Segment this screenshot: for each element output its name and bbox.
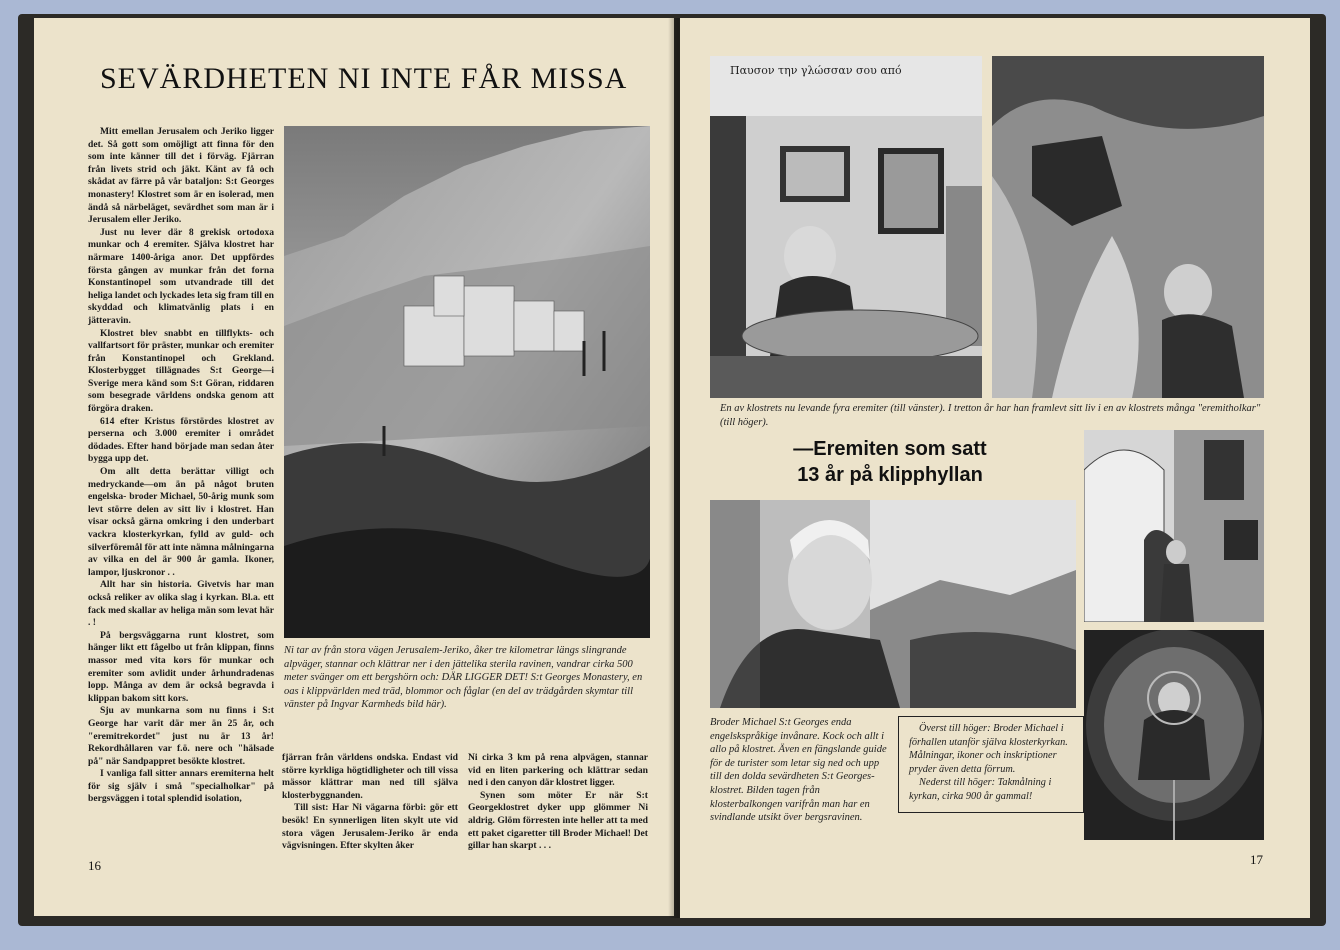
box-caption-top: Överst till höger: Broder Michael i förhallen utanför själva klosterkyrkan. Målningar, ikoner och inskriptioner pryder även detta förrum. — [909, 723, 1068, 775]
svg-text:Παυσον την γλώσσαν σου από: Παυσον την γλώσσαν σου από — [730, 64, 902, 77]
paragraph: fjärran från världens ondska. Endast vid större kyrkliga högtidligheter och till vissa mässor klättrar man ned till själva klosterbyggnanden. — [282, 752, 458, 801]
paragraph: I vanliga fall sitter annars eremiterna helt för sig själv i små "specialholkar" på bergsväggen i total splendid isolation, — [88, 768, 274, 805]
monastery-photo — [284, 126, 650, 638]
page-number: 17 — [1250, 852, 1263, 867]
hermit-cave-photo — [992, 56, 1264, 398]
left-page — [34, 18, 674, 916]
page-title: SEVÄRDHETEN NI INTE FÅR MISSA — [100, 62, 628, 95]
page-number: 16 — [88, 858, 101, 873]
paragraph: Just nu lever där 8 grekisk ortodoxa munkar och 4 eremiter. Själva klostret har närmare 1400-åriga anor. Det uppfördes första gången av munkar från det forna Konstantinopel som utvandrade till det heliga landet och lyckades leta sig fram till en skyddad och klimatvänlig plats i en jätteravin. — [88, 226, 275, 326]
headline-line-1: —Eremiten som satt — [793, 438, 987, 460]
photo-caption: Ni tar av från stora vägen Jerusalem-Jeriko, åker tre kilometrar längs slingrande alpväger, stannar och klättrar ner i den jättelika sterila ravinen, vandrar cirka 500 meter svänger om ett bergshörn och: DÄR LIGGER DET! S:t Georges Monastery, en oas i klippvärlden med träd, blommor och fåglar (en del av trädgården skymtar till vänster på Ingvar Karmheds bild här). — [284, 645, 643, 711]
brother-michael-photo — [710, 500, 1076, 708]
article-column-3 — [468, 752, 648, 853]
right-page — [680, 18, 1310, 918]
box-caption-bottom: Nederst till höger: Takmålning i kyrkan, cirka 900 år gammal! — [909, 777, 1052, 802]
article-column-2 — [282, 752, 458, 853]
boxed-caption — [898, 716, 1084, 813]
paragraph: Till sist: Har Ni vägarna förbi: gör ett besök! En synnerligen liten skylt ute vid stora vägen Jerusalem-Jeriko är enda vägvisningen. Efter skylten åker — [282, 802, 458, 852]
paragraph: Om allt detta berättar villigt och medryckande—om än på något bruten engelska- broder Michael, 50-årig munk som levt större delen av sitt liv i klostret. Han visar också gärna omkring i den underbart vackra klosterkyrkan, fylld av guld- och silverföremål för att inte nämna målningarna av vilka en del är 900 år gamla. Ikoner, lampor, ljuskronor . . — [88, 466, 274, 578]
paragraph: Ni cirka 3 km på rena alpvägen, stannar vid en liten parkering och klättrar sedan ned i den canyon där klostret ligger. — [468, 752, 648, 789]
paragraph: Sju av munkarna som nu finns i S:t George har varit där mer än 25 år, och "eremitrekordet" just nu är 13 år! Rekordhållaren var f.ö. nere och "hälsade på" när Sandpappret besökte klostret. — [88, 705, 274, 767]
paragraph: Mitt emellan Jerusalem och Jeriko ligger det. Så gott som omöjligt att finna för den som inte känner till det i förväg. Fjärran från livets strid och jäkt. Känt av få och skådat av färre på vår bataljon: S:t Georges monastery! Klostret som är en isolerad, men ändå så närbeläget, sevärdhet som man är i Jerusalem eller Jeriko. — [88, 126, 274, 226]
hermit-table-photo — [710, 56, 982, 398]
brother-michael-caption: Broder Michael S:t Georges enda engelskspråkige invånare. Kock och allt i allo på klostret. Även en fängslande guide för de turister som letar sig ned och upp till den dolda sevärdheten S:t Georges-klostret. Bilden tagen från klosterbalkongen varifrån man har en svindlande utsikt över bergsravinen. — [710, 717, 887, 824]
paragraph: Synen som möter Er när S:t Georgeklostret dyker upp glömmer Ni aldrig. Glöm förresten inte heller att ta med ett paket cigaretter till Broder Michael! Det gillar han skarpt . . . — [468, 789, 648, 852]
article-column-1 — [88, 126, 274, 846]
paragraph: 614 efter Kristus förstördes klostret av perserna och 3.000 eremiter i området dödades. Efter hand började man sedan åter bygga upp det. — [88, 415, 274, 465]
ceiling-painting-photo — [1084, 630, 1264, 840]
paragraph: Klostret blev snabbt en tillflykts- och vallfartsort för präster, munkar och eremiter från Konstantinopel och Grekland. Klosterbygget tillägnades S:t George—i Sverige mera känd som S:t Göran, riddaren som besegrade världens ondska genom att förgöra draken. — [88, 327, 274, 415]
article-headline — [770, 436, 1010, 488]
headline-line-2: 13 år på klipphyllan — [797, 464, 983, 486]
paragraph: Allt har sin historia. Givetvis har man också reliker av olika slag i kyrkan. Bl.a. ett fack med skallar av heliga män som levat här . ! — [88, 579, 274, 629]
paragraph: På bergsväggarna runt klostret, som hänger likt ett fågelbo ut från klippan, finns massor med vita kors för munkar och eremiter som avlidit under århundradenas lopp. Många av dem är också begravda i klippan bakom sitt kors. — [88, 629, 274, 704]
top-photo-caption: En av klostrets nu levande fyra eremiter (till vänster). I tretton år har han framlevt sitt liv i en av klostrets många "eremitholkar" (till höger). — [720, 403, 1261, 428]
church-foyer-photo — [1084, 430, 1264, 622]
